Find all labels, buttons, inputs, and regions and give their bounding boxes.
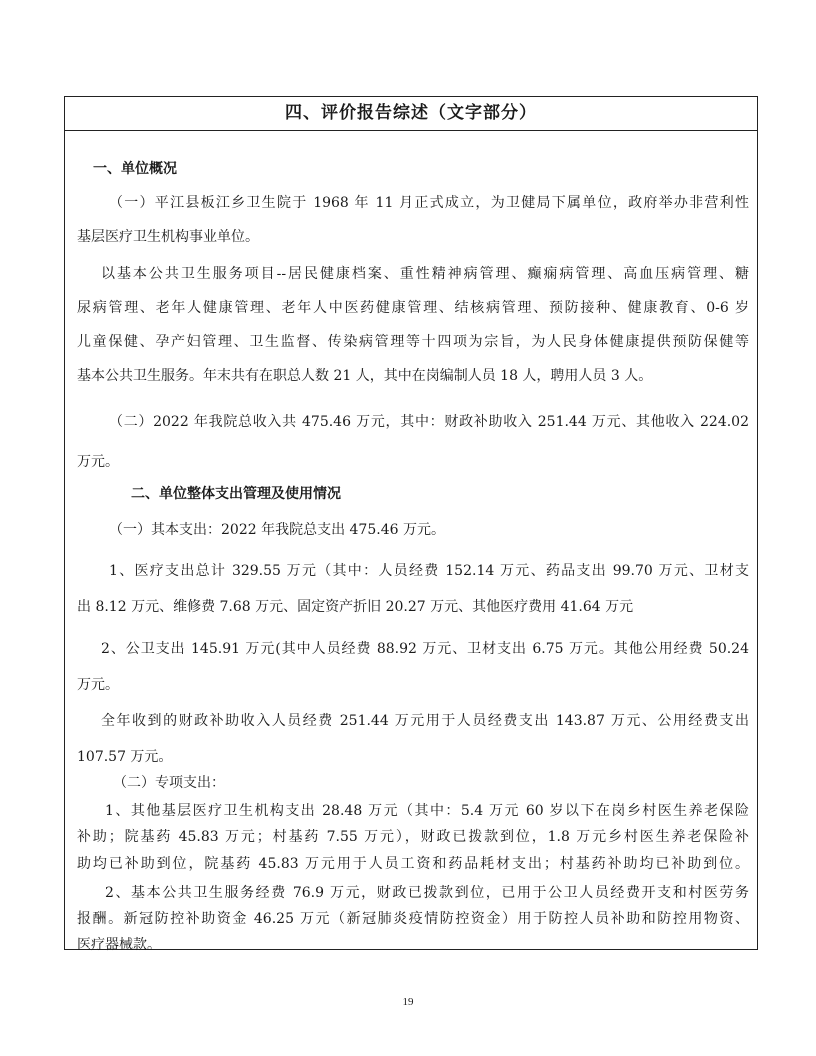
report-title: 四、评价报告综述（文字部分） — [65, 97, 757, 131]
paragraph-line: 万元。 — [77, 677, 119, 693]
paragraph-line: 2、基本公共卫生服务经费 76.9 万元，财政已拨款到位，已用于公卫人员经费开支和村医劳务 — [105, 885, 749, 901]
section-heading-1: 一、单位概况 — [93, 161, 177, 177]
paragraph-line: 1、医疗支出总计 329.55 万元（其中：人员经费 152.14 万元、药品支出 99.70 万元、卫材支 — [109, 563, 749, 579]
paragraph-line: 助均已补助到位，院基药 45.83 万元用于人员工资和药品耗材支出；村基药补助均已补助到位。 — [77, 856, 749, 872]
paragraph-line: 报酬。新冠防控补助资金 46.25 万元（新冠肺炎疫情防控资金）用于防控人员补助和防控用物资、 — [77, 911, 749, 927]
paragraph-line: （一）平江县板江乡卫生院于 1968 年 11 月正式成立，为卫健局下属单位，政府举办非营利性 — [109, 195, 749, 211]
paragraph-line: 尿病管理、老年人健康管理、老年人中医药健康管理、结核病管理、预防接种、健康教育、0-6 岁 — [77, 300, 749, 316]
paragraph-line: 基本公共卫生服务。年末共有在职总人数 21 人，其中在岗编制人员 18 人，聘用人员 3 人。 — [77, 368, 653, 384]
paragraph-line: 万元。 — [77, 454, 119, 470]
paragraph-line: 补助；院基药 45.83 万元；村基药 7.55 万元），财政已拨款到位，1.8 万元乡村医生养老保险补 — [77, 829, 749, 845]
paragraph-line: 基层医疗卫生机构事业单位。 — [77, 229, 259, 245]
paragraph-line: 1、其他基层医疗卫生机构支出 28.48 万元（其中：5.4 万元 60 岁以下在岗乡村医生养老保险 — [105, 803, 749, 819]
paragraph-line: （一）其本支出：2022 年我院总支出 475.46 万元。 — [109, 522, 445, 538]
paragraph-line: 医疗器械款。 — [77, 937, 161, 953]
paragraph-line: （二）专项支出： — [113, 775, 225, 791]
paragraph-line: 全年收到的财政补助收入人员经费 251.44 万元用于人员经费支出 143.87 万元、公用经费支出 — [101, 713, 749, 729]
page-number: 19 — [402, 996, 414, 1008]
paragraph-line: 儿童保健、孕产妇管理、卫生监督、传染病管理等十四项为宗旨，为人民身体健康提供预防保健等 — [77, 334, 749, 350]
paragraph-line: 以基本公共卫生服务项目--居民健康档案、重性精神病管理、癫痫病管理、高血压病管理、糖 — [101, 266, 749, 282]
paragraph-line: 出 8.12 万元、维修费 7.68 万元、固定资产折旧 20.27 万元、其他医疗费用 41.64 万元 — [77, 599, 634, 615]
paragraph-line: （二）2022 年我院总收入共 475.46 万元，其中：财政补助收入 251.44 万元、其他收入 224.02 — [109, 414, 749, 430]
report-frame — [64, 96, 758, 953]
section-heading-2: 二、单位整体支出管理及使用情况 — [131, 486, 341, 502]
paragraph-line: 2、公卫支出 145.91 万元(其中人员经费 88.92 万元、卫材支出 6.75 万元。其他公用经费 50.24 — [101, 641, 749, 657]
paragraph-line: 107.57 万元。 — [77, 749, 173, 765]
